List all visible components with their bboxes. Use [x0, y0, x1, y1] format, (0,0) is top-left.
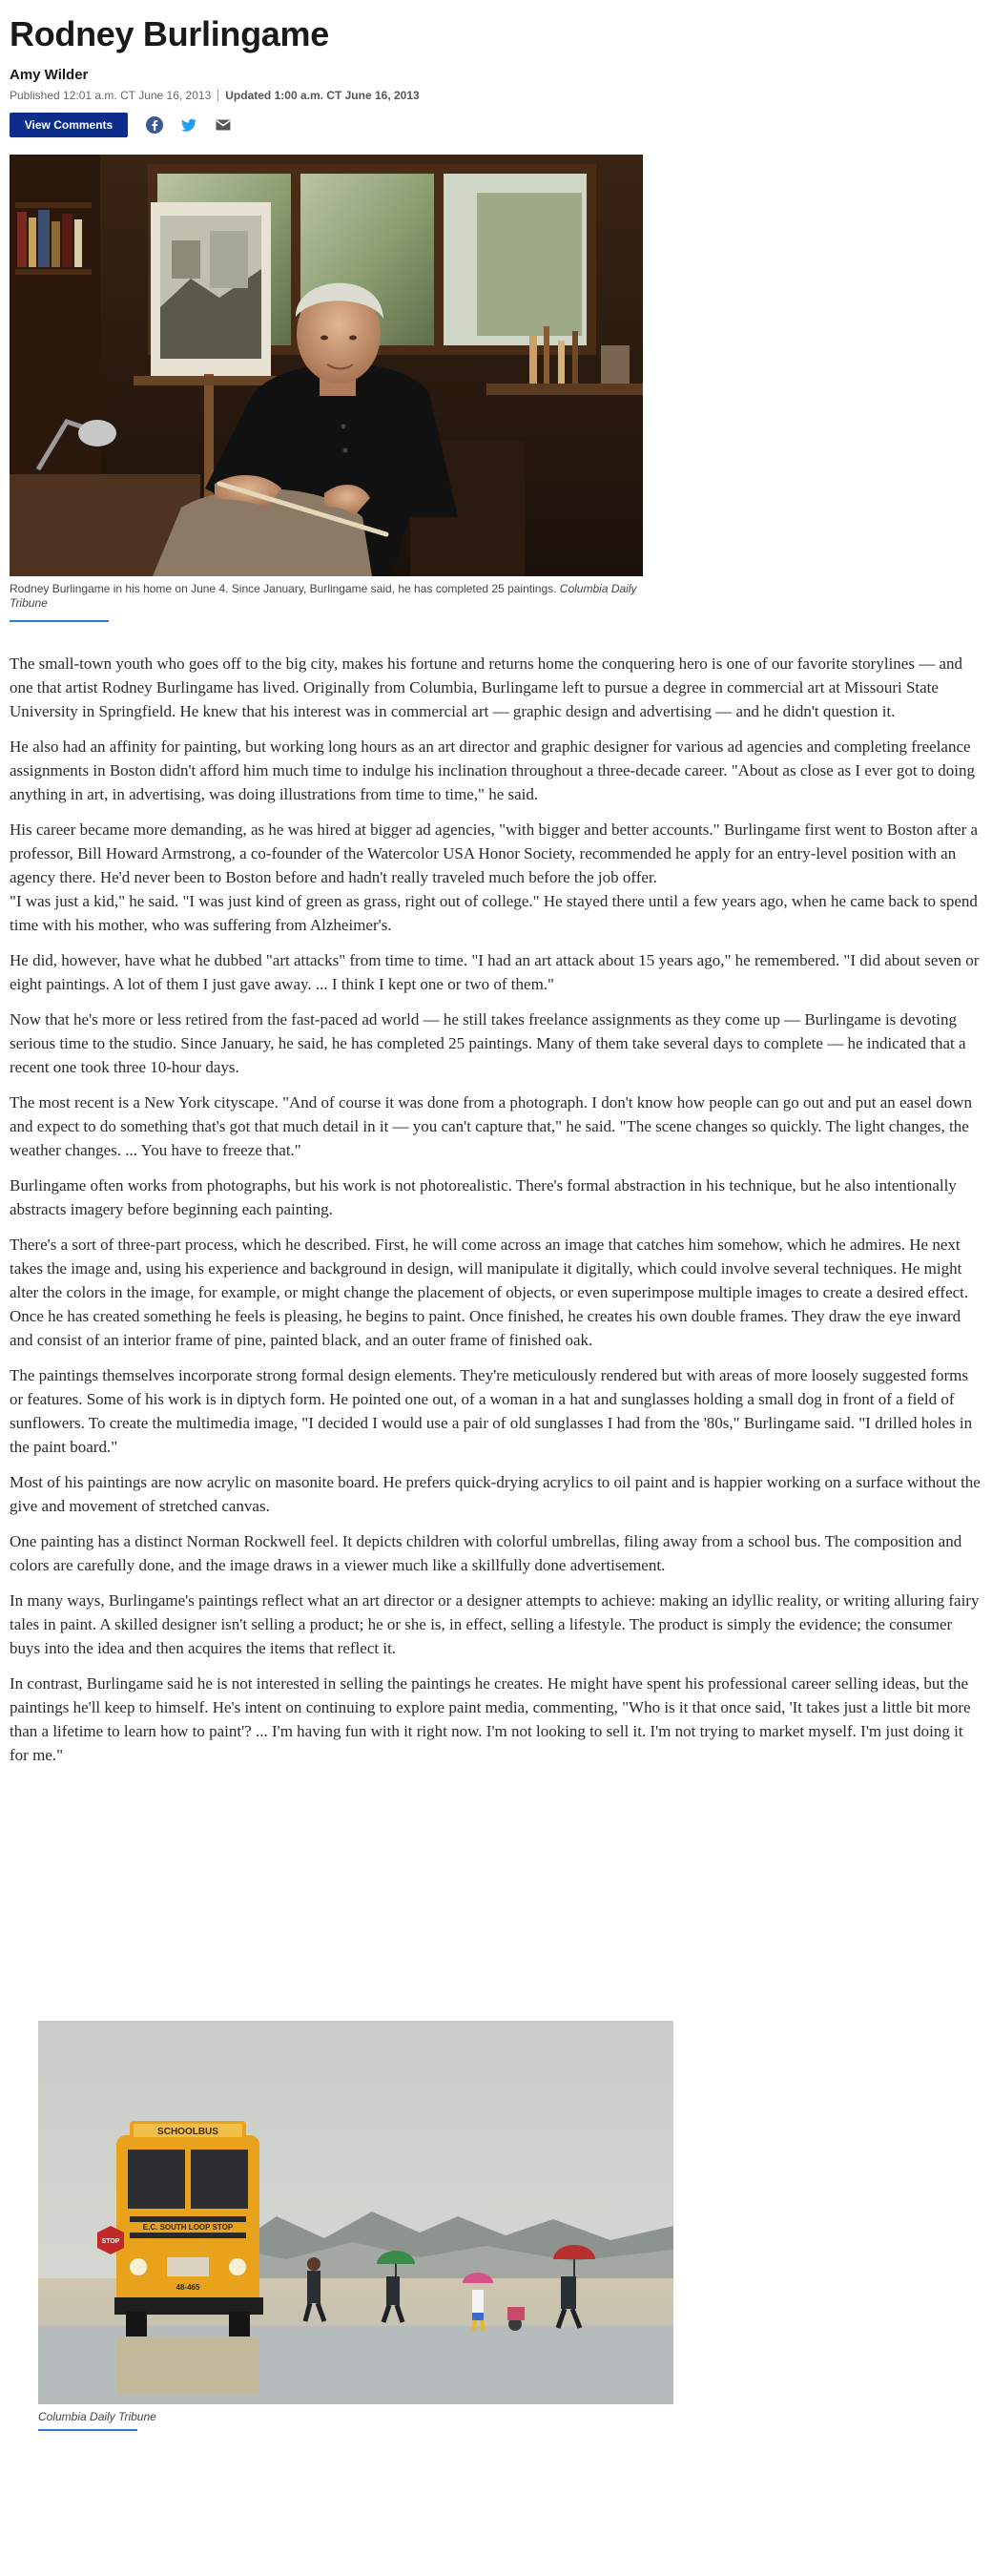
- photo-credit: Columbia Daily Tribune: [10, 582, 637, 610]
- meta-divider: [217, 90, 218, 101]
- author-name[interactable]: Amy Wilder: [10, 67, 89, 83]
- paragraph: Now that he's more or less retired from the fast-paced ad world — he still takes freelance assignments as they come up — Burlingame is devoting serious time to the studio. Since January, he said, he has completed 25 paintings. Many of them take several days to complete — he indicated that a recent one took three 10-hour days.: [10, 1010, 966, 1076]
- paragraph: In contrast, Burlingame said he is not interested in selling the paintings he creates. He might have spent his professional career selling ideas, but the paintings he'll keep to himself. He's intent on continuing to explore paint media, commenting, "Who is it that once said, 'It takes just a little bit more than a lifetime to learn how to paint'? ... I'm having fun with it right now. I'm not looking to sell it. I'm not trying to market myself. I'm just doing it for me.": [10, 1674, 971, 1764]
- view-comments-button[interactable]: View Comments: [10, 113, 128, 137]
- stop-sign-text: STOP: [101, 2238, 120, 2245]
- caption-rule: [10, 620, 109, 622]
- paragraph: "I was just a kid," he said. "I was just kind of green as grass, right out of college." He stayed there until a few years ago, when he came back to spend time with his mother, who was suffering from Alzheimer's.: [10, 892, 978, 934]
- caption-rule-2: [38, 2429, 137, 2431]
- bus-number-text: 48-465: [176, 2283, 200, 2292]
- artist-portrait-photo[interactable]: [10, 155, 643, 576]
- article-headline: Rodney Burlingame: [10, 14, 329, 53]
- school-bus-painting-photo[interactable]: [38, 2021, 673, 2404]
- bus-sign-text: SCHOOLBUS: [157, 2127, 218, 2137]
- article-body: [10, 652, 982, 1778]
- paragraph: There's a sort of three-part process, which he described. First, he will come across an image that catches him somehow, which he admires. He next takes the image and, using his experience and background in design, will manipulate it digitally, which could involve several techniques. He might alter the colors in the image, for example, or might change the placement of objects, or even superimpose multiple images to create a desired effect. Once he has created something he feels is pleasing, he begins to paint. Once finished, he creates his own double frames. They draw the eye inward and consist of an interior frame of pine, painted black, and an outer frame of finished oak.: [10, 1236, 969, 1349]
- photo-caption: [10, 582, 649, 611]
- timestamp-line: [10, 89, 420, 102]
- paragraph: His career became more demanding, as he was hired at bigger ad agencies, "with bigger and better accounts." Burlingame first went to Boston after a professor, Bill Howard Armstrong, a co-founder of the Watercolor USA Honor Society, recommended he apply for an entry-level position with an agency there. He'd never been to Boston before and hadn't really traveled much before the job offer.: [10, 821, 979, 886]
- school-bus: [97, 2121, 263, 2337]
- paragraph: Burlingame often works from photographs, but his work is not photorealistic. There's formal abstraction in his technique, but he also intentionally abstracts imagery before beginning each painting.: [10, 1176, 957, 1218]
- caption-text: Rodney Burlingame in his home on June 4. Since January, Burlingame said, he has completed 25 paintings.: [10, 582, 557, 595]
- paragraph: The paintings themselves incorporate strong formal design elements. They're meticulously rendered but with areas of more loosely suggested forms or features. Some of his work is in diptych form. He pointed one out, of a woman in a hat and sunglasses holding a small dog in front of a field of sunflowers. To create the multimedia image, "I decided I would use a pair of old sunglasses I had from the '80s," Burlingame said. "I drilled holes in the paint board.": [10, 1366, 973, 1456]
- paragraph: The most recent is a New York cityscape. "And of course it was done from a photograph. I don't know how people can go out and put an easel down and expect to do something that's got that much detail in it — you can't capture that," he said. "The scene changes so quickly. The light changes, the weather changes. ... You have to freeze that.": [10, 1093, 972, 1159]
- facebook-icon[interactable]: [145, 115, 164, 135]
- paragraph: One painting has a distinct Norman Rockwell feel. It depicts children with colorful umbrellas, filing away from a school bus. The composition and colors are carefully done, and the image draws in a viewer much like a skillfully done advertisement.: [10, 1532, 962, 1574]
- paragraph: In many ways, Burlingame's paintings reflect what an art director or a designer attempts to achieve: making an idyllic reality, or writing alluring fairy tales in paint. A skilled designer isn't selling a product; he or she is, in effect, selling a lifestyle. The product is simply the evidence; the consumer buys into the idea and then acquires the items that reflect it.: [10, 1591, 980, 1657]
- updated-time: Updated 1:00 a.m. CT June 16, 2013: [225, 89, 420, 102]
- bus-route-text: E.C. SOUTH LOOP STOP: [142, 2223, 234, 2232]
- paragraph: Most of his paintings are now acrylic on masonite board. He prefers quick-drying acrylics to oil paint and is happier working on a surface without the give and movement of stretched canvas.: [10, 1473, 981, 1515]
- share-bar: [10, 113, 233, 137]
- twitter-icon[interactable]: [179, 115, 198, 135]
- email-icon[interactable]: [214, 115, 233, 135]
- paragraph: The small-town youth who goes off to the big city, makes his fortune and returns home the conquering hero is one of our favorite storylines — and one that artist Rodney Burlingame has lived. Originally from Columbia, Burlingame left to pursue a degree in commercial art at Missouri State University in Springfield. He knew that his interest was in commercial art — graphic design and advertising — and he didn't question it.: [10, 654, 962, 720]
- photo-credit-2: Columbia Daily Tribune: [38, 2410, 156, 2423]
- published-time: Published 12:01 a.m. CT June 16, 2013: [10, 89, 212, 102]
- paragraph: He also had an affinity for painting, but working long hours as an art director and graphic designer for various ad agencies and completing freelance assignments in Boston didn't afford him much time to indulge his inclination throughout a three-decade career. "About as close as I ever got to doing anything in art, in advertising, was doing illustrations from time to time," he said.: [10, 737, 975, 803]
- paragraph: He did, however, have what he dubbed "art attacks" from time to time. "I had an art attack about 15 years ago," he remembered. "I did about seven or eight paintings. A lot of them I just gave away. ... I think I kept one or two of them.": [10, 951, 980, 993]
